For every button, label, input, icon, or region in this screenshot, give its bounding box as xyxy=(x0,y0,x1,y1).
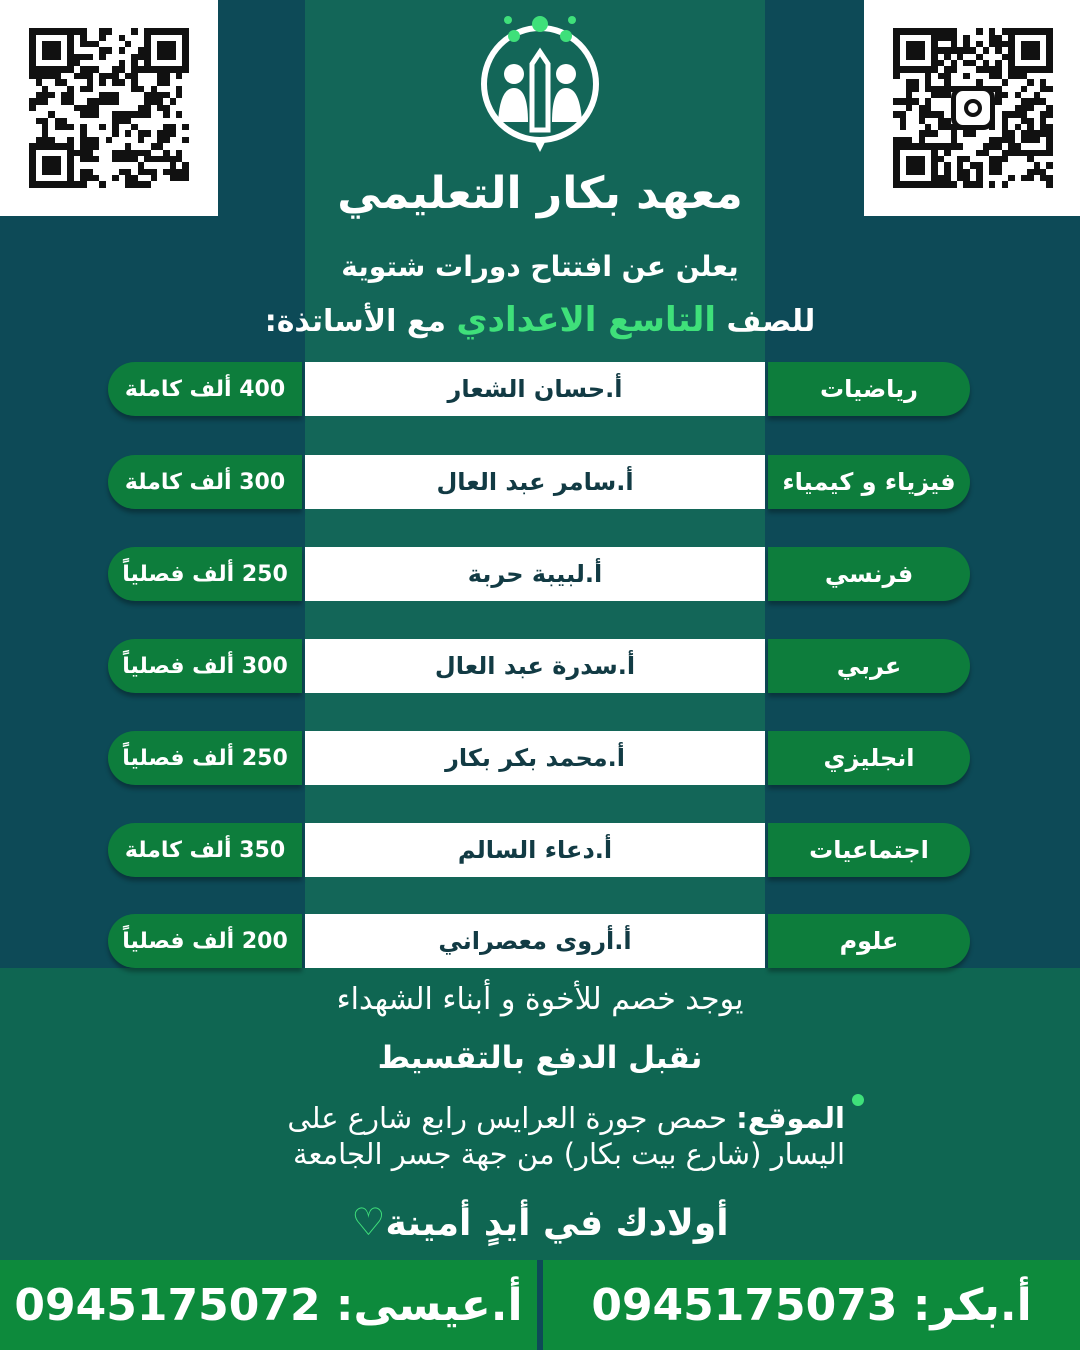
course-row xyxy=(108,914,970,968)
course-row xyxy=(108,547,970,601)
course-teacher: أ.دعاء السالم xyxy=(305,823,765,877)
course-price: 200 ألف فصلياً xyxy=(108,914,302,968)
contact-phone: 0945175072 xyxy=(14,1279,321,1331)
contact-bar xyxy=(0,1260,1080,1350)
course-subject: عربي xyxy=(768,639,970,693)
course-price: 250 ألف فصلياً xyxy=(108,547,302,601)
course-teacher: أ.سدرة عبد العال xyxy=(305,639,765,693)
course-subject: فيزياء و كيمياء xyxy=(768,455,970,509)
course-teacher: أ.أروى معصراني xyxy=(305,914,765,968)
course-teacher: أ.محمد بكر بكار xyxy=(305,731,765,785)
slogan-text: أولادك في أيدٍ أمينة xyxy=(385,1203,729,1244)
course-price: 250 ألف فصلياً xyxy=(108,731,302,785)
location-text: حمص جورة العرايس رابع شارع على اليسار (شارع بيت بكار) من جهة جسر الجامعة xyxy=(287,1101,845,1171)
contact-isa[interactable] xyxy=(0,1260,537,1350)
course-row xyxy=(108,731,970,785)
heart-icon: ♡ xyxy=(351,1200,386,1244)
course-price: 350 ألف كاملة xyxy=(108,823,302,877)
course-teacher: أ.حسان الشعار xyxy=(305,362,765,416)
course-row xyxy=(108,455,970,509)
course-row xyxy=(108,362,970,416)
institute-title: معهد بكار التعليمي xyxy=(337,168,743,219)
discount-note: يوجد خصم للأخوة و أبناء الشهداء xyxy=(336,982,744,1017)
course-teacher: أ.سامر عبد العال xyxy=(305,455,765,509)
contact-name: أ.عيسى: xyxy=(335,1279,523,1331)
slogan xyxy=(0,1200,1080,1244)
bullet-dot xyxy=(852,1094,864,1106)
announcement: يعلن عن افتتاح دورات شتوية xyxy=(341,250,739,283)
grade-highlight: التاسع الاعدادي xyxy=(456,300,717,340)
course-price: 300 ألف كاملة xyxy=(108,455,302,509)
grade-suffix: مع الأساتذة: xyxy=(264,304,446,339)
course-row xyxy=(108,639,970,693)
instagram-icon xyxy=(951,86,995,130)
location-label: الموقع: xyxy=(736,1101,845,1135)
contact-phone: 0945175073 xyxy=(591,1279,898,1331)
course-subject: علوم xyxy=(768,914,970,968)
installments-note: نقبل الدفع بالتقسيط xyxy=(377,1040,703,1076)
institute-logo xyxy=(478,12,602,158)
location xyxy=(230,1100,845,1172)
contact-name: أ.بكر: xyxy=(912,1279,1032,1331)
course-subject: فرنسي xyxy=(768,547,970,601)
course-subject: اجتماعيات xyxy=(768,823,970,877)
contact-bakr[interactable] xyxy=(543,1260,1080,1350)
course-subject: رياضيات xyxy=(768,362,970,416)
grade-line xyxy=(0,300,1080,340)
course-row xyxy=(108,823,970,877)
course-teacher: أ.لبيبة حربة xyxy=(305,547,765,601)
grade-prefix: للصف xyxy=(726,304,816,339)
course-price: 400 ألف كاملة xyxy=(108,362,302,416)
course-price: 300 ألف فصلياً xyxy=(108,639,302,693)
course-subject: انجليزي xyxy=(768,731,970,785)
